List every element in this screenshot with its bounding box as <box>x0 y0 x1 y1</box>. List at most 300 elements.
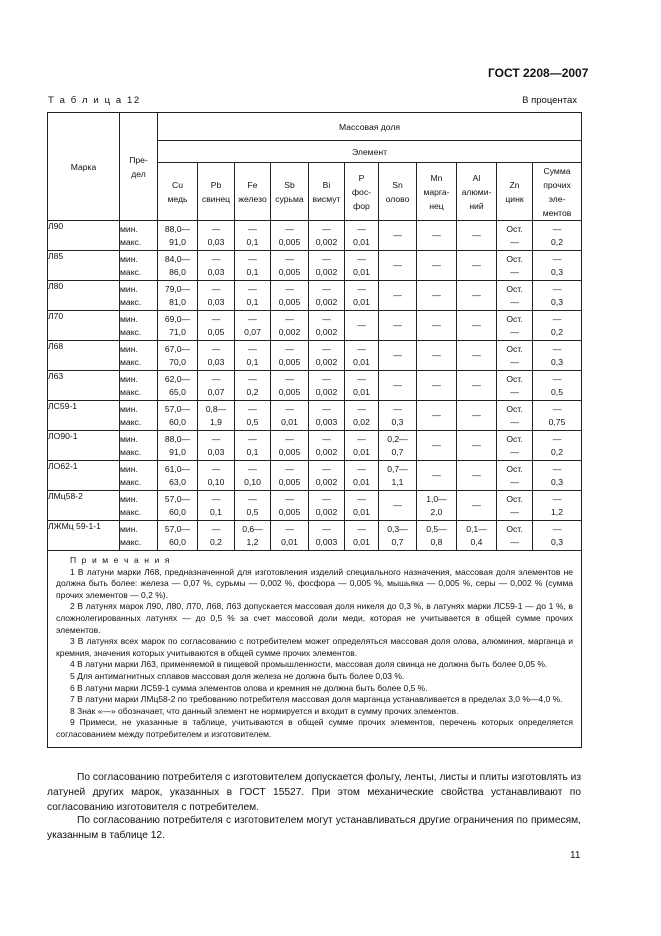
grade-cell: ЛМц58-2 <box>48 491 120 521</box>
value-cell <box>309 281 345 311</box>
value-cell <box>345 311 379 341</box>
value-line: 91,0 <box>169 236 186 247</box>
value-line: — <box>211 343 221 354</box>
table-caption: Т а б л и ц а 12 <box>48 95 141 106</box>
value-line: — <box>472 440 481 450</box>
value-line: 0,01 <box>353 386 370 397</box>
value-line: 0,002 <box>315 506 338 517</box>
header-element: Элемент <box>158 141 582 163</box>
value-line: — <box>322 343 331 354</box>
value-cell <box>457 521 497 551</box>
value-line: — <box>510 296 519 307</box>
value-line: Ост. <box>506 493 523 504</box>
value-line: 0,002 <box>278 326 301 337</box>
value-cell <box>271 221 309 251</box>
table-row <box>48 461 582 491</box>
value-cell <box>345 221 379 251</box>
limit-label: мин. <box>120 343 138 354</box>
note-item: 5 Для антимагнитных сплавов массовая доля железа не должна быть более 0,03 %. <box>70 670 405 681</box>
value-line: 0,2 <box>551 446 563 457</box>
value-line: — <box>393 350 402 360</box>
value-line: — <box>285 463 294 474</box>
table-row <box>48 341 582 371</box>
value-line: — <box>432 350 441 360</box>
limit-cell <box>120 401 158 431</box>
value-line: — <box>510 446 519 457</box>
value-cell <box>309 431 345 461</box>
value-line: — <box>248 403 257 414</box>
value-cell <box>309 341 345 371</box>
value-cell <box>379 371 417 401</box>
value-line: 0,01 <box>353 356 370 367</box>
value-line: Ост. <box>506 373 523 384</box>
value-line: — <box>248 343 257 354</box>
value-line: — <box>357 493 366 504</box>
value-line: — <box>357 283 366 294</box>
value-line: — <box>248 223 257 234</box>
grade-cell: ЛО90-1 <box>48 431 120 461</box>
grade-cell: Л80 <box>48 281 120 311</box>
value-line: 0,2 <box>551 236 563 247</box>
value-line: — <box>393 260 402 270</box>
value-cell <box>158 431 198 461</box>
header-element-col: Pb свинец <box>198 163 235 221</box>
limit-label: мин. <box>120 493 138 504</box>
value-line: 0,2 <box>551 326 563 337</box>
table-units: В процентах <box>522 95 577 106</box>
value-line: — <box>552 253 562 264</box>
value-cell <box>533 461 582 491</box>
value-line: — <box>357 373 366 384</box>
value-cell <box>457 221 497 251</box>
value-line: — <box>510 326 519 337</box>
value-line: 0,003 <box>315 536 338 547</box>
value-line: — <box>393 403 402 414</box>
value-line: 0,7— <box>387 463 408 474</box>
value-cell <box>198 371 235 401</box>
value-cell <box>235 491 271 521</box>
grade-cell: Л90 <box>48 221 120 251</box>
value-line: — <box>357 433 366 444</box>
value-line: — <box>322 493 331 504</box>
limit-label: макс. <box>120 386 142 397</box>
table-row <box>48 521 582 551</box>
value-cell <box>309 371 345 401</box>
value-cell <box>533 221 582 251</box>
value-line: — <box>432 230 441 240</box>
value-line: — <box>285 403 294 414</box>
value-cell <box>345 461 379 491</box>
limit-cell <box>120 461 158 491</box>
value-line: 0,002 <box>315 446 338 457</box>
limit-label: макс. <box>120 506 142 517</box>
value-cell <box>198 281 235 311</box>
value-cell <box>235 251 271 281</box>
value-line: — <box>211 463 221 474</box>
value-line: 0,002 <box>315 296 338 307</box>
value-line: 0,6— <box>242 523 263 534</box>
value-line: — <box>472 290 481 300</box>
grade-cell: ЛС59-1 <box>48 401 120 431</box>
notes-block <box>48 551 582 748</box>
value-line: — <box>510 476 519 487</box>
value-line: — <box>510 356 519 367</box>
value-line: — <box>285 523 294 534</box>
composition-table <box>47 112 582 748</box>
value-cell <box>271 251 309 281</box>
value-line: Ост. <box>506 253 523 264</box>
value-line: 0,3 <box>551 266 563 277</box>
limit-label: макс. <box>120 446 142 457</box>
value-line: Ост. <box>506 223 523 234</box>
value-cell <box>533 371 582 401</box>
value-line: — <box>322 523 331 534</box>
note-item: 6 В латуни марки ЛС59-1 сумма элементов олова и кремния не должна быть более 0,5 %. <box>70 682 428 693</box>
header-element-col: Bi висмут <box>309 163 345 221</box>
table-row <box>48 311 582 341</box>
value-cell <box>271 281 309 311</box>
value-cell <box>235 311 271 341</box>
value-cell <box>457 431 497 461</box>
value-line: — <box>248 283 257 294</box>
value-line: — <box>211 313 221 324</box>
header-element-col: Al алюми- ний <box>457 163 497 221</box>
header-element-col: P фос- фор <box>345 163 379 221</box>
note-item: 9 Примеси, не указанные в таблице, учитываются в общей сумме прочих элементов, перечень которых определяется согласованием между потребителем и изготовителем. <box>56 717 574 739</box>
limit-label: макс. <box>120 326 142 337</box>
value-line: 0,4 <box>470 536 483 547</box>
value-cell <box>379 341 417 371</box>
value-line: Ост. <box>506 403 523 414</box>
value-line: — <box>322 253 331 264</box>
limit-label: макс. <box>120 266 142 277</box>
grade-cell: Л63 <box>48 371 120 401</box>
header-element-col: Zn цинк <box>497 163 533 221</box>
value-line: 0,03 <box>207 236 225 247</box>
value-cell <box>345 281 379 311</box>
value-line: — <box>248 313 257 324</box>
value-line: 0,03 <box>207 446 225 457</box>
value-line: 0,002 <box>315 476 338 487</box>
paragraph-1: По согласованию потребителя с изготовителем допускается фольгу, ленты, листы и плиты изготовлять из латуней других марок, указанных в ГОСТ 15527. При этом механические свойства устанавливают по согласованию изготовителя с потребителем. <box>47 772 581 813</box>
value-cell <box>417 221 457 251</box>
value-line: 0,3 <box>391 416 404 427</box>
value-line: Ост. <box>506 343 523 354</box>
value-line: — <box>285 373 294 384</box>
value-line: 60,0 <box>169 416 186 427</box>
value-line: 0,005 <box>278 506 301 517</box>
value-line: — <box>393 230 402 240</box>
value-cell <box>271 311 309 341</box>
value-line: 0,005 <box>278 236 301 247</box>
value-cell <box>497 221 533 251</box>
limit-cell <box>120 311 158 341</box>
value-line: 0,1 <box>210 506 222 517</box>
grade-cell: Л68 <box>48 341 120 371</box>
value-line: 0,01 <box>353 236 370 247</box>
value-line: — <box>510 386 519 397</box>
grade-cell: Л70 <box>48 311 120 341</box>
value-cell <box>457 311 497 341</box>
value-line: — <box>510 266 519 277</box>
value-line: — <box>357 403 366 414</box>
value-line: — <box>393 380 402 390</box>
value-cell <box>457 401 497 431</box>
value-line: Ост. <box>506 283 523 294</box>
table-row <box>48 491 582 521</box>
value-line: 0,01 <box>353 476 370 487</box>
value-line: 88,0— <box>164 433 191 444</box>
value-cell <box>379 491 417 521</box>
value-cell <box>533 431 582 461</box>
value-cell <box>379 251 417 281</box>
value-line: — <box>432 410 441 420</box>
value-line: — <box>322 223 331 234</box>
value-line: 91,0 <box>169 446 186 457</box>
value-line: — <box>357 253 366 264</box>
value-cell <box>198 221 235 251</box>
header-element-col: Cu медь <box>158 163 198 221</box>
value-cell <box>379 461 417 491</box>
value-line: 84,0— <box>164 253 191 264</box>
value-cell <box>235 371 271 401</box>
value-line: 57,0— <box>164 403 191 414</box>
value-line: — <box>393 320 402 330</box>
value-line: 0,002 <box>315 356 338 367</box>
limit-label: мин. <box>120 463 138 474</box>
value-cell <box>235 341 271 371</box>
value-line: Ост. <box>506 313 523 324</box>
value-cell <box>235 401 271 431</box>
limit-cell <box>120 521 158 551</box>
value-line: — <box>432 320 441 330</box>
value-line: — <box>248 493 257 504</box>
value-line: — <box>248 463 257 474</box>
value-line: — <box>552 433 562 444</box>
value-line: Ост. <box>506 523 523 534</box>
value-cell <box>533 401 582 431</box>
value-line: 0,5 <box>246 506 259 517</box>
limit-cell <box>120 251 158 281</box>
limit-label: мин. <box>120 373 138 384</box>
value-cell <box>417 401 457 431</box>
value-line: 1,0— <box>426 493 447 504</box>
value-cell <box>345 431 379 461</box>
value-cell <box>198 461 235 491</box>
value-line: — <box>472 470 481 480</box>
value-line: 0,2 <box>246 386 259 397</box>
value-line: 0,002 <box>315 386 338 397</box>
value-cell <box>158 311 198 341</box>
limit-label: мин. <box>120 433 138 444</box>
value-cell <box>309 461 345 491</box>
value-line: 0,3 <box>551 476 563 487</box>
value-line: — <box>285 493 294 504</box>
value-line: — <box>552 223 562 234</box>
note-item: 1 В латуни марки Л68, предназначенной для изготовления изделий специального назначения, массовая доля элементов не должна быть более: железа — 0,07 %, сурьмы — 0,002 %, фосфора — 0,005 %, мышьяка — 0,005 %, серы — 0,002 % (сумма прочих элементов — 0,2 %). <box>56 566 574 600</box>
limit-label: макс. <box>120 536 142 547</box>
value-line: 0,10 <box>207 476 225 487</box>
value-cell <box>235 281 271 311</box>
value-line: — <box>285 223 294 234</box>
value-cell <box>457 281 497 311</box>
header-element-col: Сумма прочих эле- ментов <box>533 163 582 221</box>
value-line: — <box>472 260 481 270</box>
value-line: — <box>285 313 294 324</box>
value-line: 57,0— <box>164 523 191 534</box>
value-line: 0,005 <box>278 356 301 367</box>
value-line: — <box>472 380 481 390</box>
value-line: 1,1 <box>391 476 404 487</box>
value-line: 0,10 <box>244 476 261 487</box>
value-line: 0,75 <box>548 416 566 427</box>
value-cell <box>379 221 417 251</box>
value-line: 0,8— <box>205 403 227 414</box>
value-line: 0,07 <box>244 326 261 337</box>
value-cell <box>533 491 582 521</box>
header-element-col: Fe железо <box>235 163 271 221</box>
value-line: 1,2 <box>246 536 259 547</box>
value-cell <box>533 521 582 551</box>
value-cell <box>158 401 198 431</box>
value-line: — <box>432 260 441 270</box>
value-line: — <box>552 523 562 534</box>
value-cell <box>271 491 309 521</box>
value-cell <box>345 401 379 431</box>
value-line: 0,1 <box>246 356 259 367</box>
value-line: — <box>552 343 562 354</box>
value-line: — <box>432 470 441 480</box>
limit-label: мин. <box>120 523 138 534</box>
value-cell <box>345 491 379 521</box>
paragraph-2: По согласованию потребителя с изготовителем могут устанавливаться другие ограничения по примесям, указанным в таблице 12. <box>47 815 581 841</box>
value-line: 0,1 <box>246 296 259 307</box>
value-cell <box>309 491 345 521</box>
value-cell <box>309 401 345 431</box>
value-line: — <box>552 283 562 294</box>
limit-label: мин. <box>120 313 138 324</box>
value-cell <box>271 461 309 491</box>
value-line: 0,01 <box>353 536 370 547</box>
value-line: 62,0— <box>164 373 191 384</box>
value-cell <box>417 521 457 551</box>
value-line: — <box>357 320 366 330</box>
value-cell <box>457 371 497 401</box>
value-line: 88,0— <box>164 223 191 234</box>
value-line: 0,03 <box>207 356 225 367</box>
value-cell <box>345 521 379 551</box>
value-line: 63,0 <box>169 476 186 487</box>
value-line: 0,005 <box>278 446 301 457</box>
limit-label: мин. <box>120 283 138 294</box>
value-cell <box>271 431 309 461</box>
value-cell <box>198 431 235 461</box>
value-line: 0,8 <box>430 536 443 547</box>
value-line: Ост. <box>506 433 523 444</box>
value-line: — <box>472 320 481 330</box>
value-line: 0,005 <box>278 386 301 397</box>
value-line: — <box>357 343 366 354</box>
value-line: — <box>211 433 221 444</box>
header-element-col: Sn олово <box>379 163 417 221</box>
value-line: 0,1 <box>246 266 259 277</box>
value-line: — <box>211 523 221 534</box>
value-line: — <box>285 343 294 354</box>
table-row <box>48 401 582 431</box>
value-line: — <box>285 283 294 294</box>
table-row <box>48 281 582 311</box>
value-line: 0,7 <box>391 446 404 457</box>
value-line: — <box>510 416 519 427</box>
value-cell <box>158 251 198 281</box>
table-row <box>48 371 582 401</box>
value-cell <box>198 341 235 371</box>
value-line: — <box>472 230 481 240</box>
value-line: — <box>472 350 481 360</box>
limit-cell <box>120 281 158 311</box>
value-cell <box>497 491 533 521</box>
value-cell <box>417 311 457 341</box>
value-line: — <box>248 253 257 264</box>
value-line: Ост. <box>506 463 523 474</box>
value-cell <box>198 251 235 281</box>
grade-cell: ЛЖМц 59-1-1 <box>48 521 120 551</box>
value-line: — <box>322 373 331 384</box>
value-cell <box>379 311 417 341</box>
value-line: — <box>357 463 366 474</box>
value-line: — <box>211 283 221 294</box>
value-cell <box>417 491 457 521</box>
value-cell <box>417 341 457 371</box>
value-line: 0,3— <box>387 523 408 534</box>
value-line: 0,1 <box>246 446 259 457</box>
value-line: 70,0 <box>169 356 186 367</box>
value-line: — <box>248 373 257 384</box>
limit-label: макс. <box>120 416 142 427</box>
value-line: — <box>552 313 562 324</box>
value-line: 60,0 <box>169 536 186 547</box>
value-line: — <box>432 380 441 390</box>
value-cell <box>198 401 235 431</box>
limit-cell <box>120 221 158 251</box>
limit-label: мин. <box>120 403 138 414</box>
value-cell <box>198 491 235 521</box>
value-line: — <box>510 506 519 517</box>
value-cell <box>271 341 309 371</box>
value-line: 0,5— <box>426 523 447 534</box>
value-line: — <box>285 433 294 444</box>
value-line: 0,005 <box>278 476 301 487</box>
value-line: 0,01 <box>353 266 370 277</box>
value-cell <box>417 251 457 281</box>
limit-label: макс. <box>120 236 142 247</box>
note-item: 7 В латуни марки ЛМц58-2 по требованию потребителя массовая доля марганца устанавливается в пределах 3,0 %—4,0 %. <box>70 694 563 705</box>
value-cell <box>345 341 379 371</box>
value-line: 81,0 <box>169 296 186 307</box>
value-line: — <box>552 493 562 504</box>
value-cell <box>497 251 533 281</box>
value-line: 0,2— <box>387 433 408 444</box>
value-cell <box>379 281 417 311</box>
value-line: — <box>552 403 562 414</box>
value-cell <box>345 251 379 281</box>
value-cell <box>158 221 198 251</box>
value-line: 0,03 <box>207 296 225 307</box>
value-cell <box>457 341 497 371</box>
value-line: 0,3 <box>551 356 563 367</box>
value-cell <box>158 491 198 521</box>
value-line: — <box>552 463 562 474</box>
